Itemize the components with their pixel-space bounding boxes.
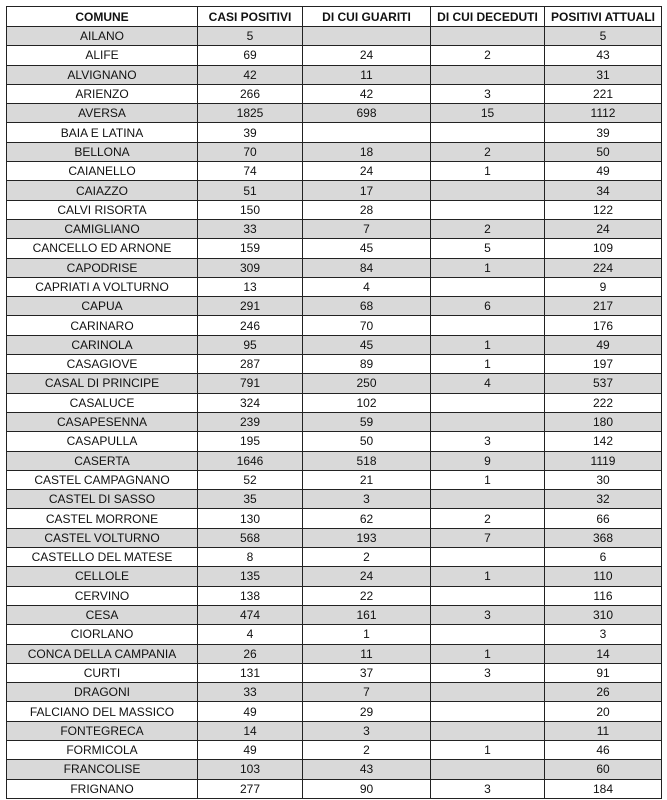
cell-di-cui-deceduti: 3	[431, 605, 545, 624]
cell-positivi-attuali: 116	[545, 586, 662, 605]
table-row	[7, 605, 662, 624]
cell-di-cui-guariti: 37	[303, 663, 431, 682]
cell-comune: ARIENZO	[7, 84, 198, 103]
table-row	[7, 721, 662, 740]
cell-di-cui-guariti: 24	[303, 46, 431, 65]
cell-di-cui-guariti: 18	[303, 142, 431, 161]
cell-di-cui-guariti	[303, 27, 431, 46]
cell-casi-positivi: 69	[198, 46, 303, 65]
cell-comune: CASTEL DI SASSO	[7, 490, 198, 509]
cell-casi-positivi: 239	[198, 412, 303, 431]
cell-di-cui-deceduti: 1	[431, 740, 545, 759]
table-row	[7, 683, 662, 702]
table-row	[7, 567, 662, 586]
cell-casi-positivi: 26	[198, 644, 303, 663]
cell-di-cui-deceduti: 1	[431, 470, 545, 489]
cell-casi-positivi: 195	[198, 432, 303, 451]
cell-comune: CASAPULLA	[7, 432, 198, 451]
cell-comune: FONTEGRECA	[7, 721, 198, 740]
cell-di-cui-deceduti: 1	[431, 162, 545, 181]
cell-comune: CESA	[7, 605, 198, 624]
cell-di-cui-guariti: 42	[303, 84, 431, 103]
cell-di-cui-deceduti	[431, 586, 545, 605]
header-row	[7, 7, 662, 27]
cell-di-cui-deceduti	[431, 181, 545, 200]
table-body	[7, 27, 662, 799]
table-row	[7, 509, 662, 528]
cell-casi-positivi: 135	[198, 567, 303, 586]
cell-di-cui-deceduti: 3	[431, 779, 545, 798]
table-row	[7, 258, 662, 277]
table-row	[7, 84, 662, 103]
table-row	[7, 335, 662, 354]
table-row	[7, 412, 662, 431]
cell-positivi-attuali: 60	[545, 760, 662, 779]
header-comune: COMUNE	[7, 7, 198, 27]
table-row	[7, 625, 662, 644]
cell-positivi-attuali: 66	[545, 509, 662, 528]
cell-di-cui-guariti: 193	[303, 528, 431, 547]
cell-di-cui-guariti: 24	[303, 162, 431, 181]
cell-di-cui-deceduti: 1	[431, 644, 545, 663]
cell-comune: FRANCOLISE	[7, 760, 198, 779]
cell-casi-positivi: 33	[198, 219, 303, 238]
cell-comune: CAIANELLO	[7, 162, 198, 181]
cell-comune: ALVIGNANO	[7, 65, 198, 84]
cell-di-cui-deceduti: 9	[431, 451, 545, 470]
cell-casi-positivi: 52	[198, 470, 303, 489]
cell-positivi-attuali: 34	[545, 181, 662, 200]
cell-positivi-attuali: 46	[545, 740, 662, 759]
cell-di-cui-deceduti	[431, 412, 545, 431]
cell-casi-positivi: 277	[198, 779, 303, 798]
cell-di-cui-deceduti: 3	[431, 432, 545, 451]
cell-positivi-attuali: 537	[545, 374, 662, 393]
table-row	[7, 27, 662, 46]
cell-comune: CIORLANO	[7, 625, 198, 644]
cell-casi-positivi: 159	[198, 239, 303, 258]
table-row	[7, 528, 662, 547]
cell-casi-positivi: 474	[198, 605, 303, 624]
cell-di-cui-deceduti	[431, 200, 545, 219]
table-row	[7, 644, 662, 663]
cell-di-cui-guariti: 698	[303, 104, 431, 123]
cell-di-cui-deceduti	[431, 721, 545, 740]
table-row	[7, 65, 662, 84]
cell-positivi-attuali: 1119	[545, 451, 662, 470]
cell-di-cui-deceduti	[431, 27, 545, 46]
cell-casi-positivi: 246	[198, 316, 303, 335]
table-row	[7, 316, 662, 335]
cell-casi-positivi: 1646	[198, 451, 303, 470]
cell-comune: AVERSA	[7, 104, 198, 123]
cell-di-cui-guariti: 50	[303, 432, 431, 451]
cell-positivi-attuali: 3	[545, 625, 662, 644]
cell-di-cui-guariti: 89	[303, 355, 431, 374]
cell-di-cui-guariti: 24	[303, 567, 431, 586]
cell-positivi-attuali: 11	[545, 721, 662, 740]
cell-di-cui-guariti: 161	[303, 605, 431, 624]
cell-comune: CURTI	[7, 663, 198, 682]
cell-di-cui-deceduti: 2	[431, 46, 545, 65]
cell-casi-positivi: 103	[198, 760, 303, 779]
cell-comune: CANCELLO ED ARNONE	[7, 239, 198, 258]
cell-positivi-attuali: 176	[545, 316, 662, 335]
header-di-cui-deceduti: DI CUI DECEDUTI	[431, 7, 545, 27]
cell-casi-positivi: 95	[198, 335, 303, 354]
cell-comune: FORMICOLA	[7, 740, 198, 759]
cell-positivi-attuali: 221	[545, 84, 662, 103]
cell-di-cui-deceduti	[431, 65, 545, 84]
cell-di-cui-deceduti	[431, 277, 545, 296]
table-row	[7, 355, 662, 374]
cell-positivi-attuali: 197	[545, 355, 662, 374]
header-di-cui-guariti: DI CUI GUARITI	[303, 7, 431, 27]
cell-casi-positivi: 1825	[198, 104, 303, 123]
cell-comune: CARINARO	[7, 316, 198, 335]
cell-di-cui-guariti: 2	[303, 740, 431, 759]
cell-casi-positivi: 13	[198, 277, 303, 296]
cell-di-cui-guariti: 518	[303, 451, 431, 470]
cell-di-cui-guariti: 2	[303, 548, 431, 567]
cell-positivi-attuali: 180	[545, 412, 662, 431]
table-row	[7, 46, 662, 65]
cell-comune: CAPRIATI A VOLTURNO	[7, 277, 198, 296]
cell-casi-positivi: 51	[198, 181, 303, 200]
cell-di-cui-deceduti: 2	[431, 142, 545, 161]
cell-di-cui-deceduti	[431, 683, 545, 702]
cell-positivi-attuali: 122	[545, 200, 662, 219]
cell-di-cui-guariti: 3	[303, 490, 431, 509]
cell-positivi-attuali: 49	[545, 162, 662, 181]
table-row	[7, 432, 662, 451]
cell-di-cui-guariti: 7	[303, 219, 431, 238]
table-header	[7, 7, 662, 27]
cell-di-cui-guariti: 68	[303, 297, 431, 316]
table-row	[7, 470, 662, 489]
cell-comune: FRIGNANO	[7, 779, 198, 798]
cell-casi-positivi: 150	[198, 200, 303, 219]
cell-comune: CALVI RISORTA	[7, 200, 198, 219]
cell-di-cui-guariti: 21	[303, 470, 431, 489]
cell-di-cui-guariti: 70	[303, 316, 431, 335]
header-casi-positivi: CASI POSITIVI	[198, 7, 303, 27]
cell-positivi-attuali: 1112	[545, 104, 662, 123]
cell-positivi-attuali: 24	[545, 219, 662, 238]
cell-di-cui-deceduti: 2	[431, 509, 545, 528]
cell-di-cui-deceduti	[431, 490, 545, 509]
cell-positivi-attuali: 49	[545, 335, 662, 354]
cell-positivi-attuali: 6	[545, 548, 662, 567]
cell-di-cui-deceduti: 7	[431, 528, 545, 547]
cell-di-cui-guariti: 29	[303, 702, 431, 721]
cell-di-cui-deceduti: 4	[431, 374, 545, 393]
cell-casi-positivi: 14	[198, 721, 303, 740]
table-row	[7, 548, 662, 567]
cell-positivi-attuali: 30	[545, 470, 662, 489]
cell-casi-positivi: 130	[198, 509, 303, 528]
cell-di-cui-guariti: 22	[303, 586, 431, 605]
cell-comune: CERVINO	[7, 586, 198, 605]
cell-casi-positivi: 49	[198, 702, 303, 721]
cell-comune: CASAGIOVE	[7, 355, 198, 374]
cell-di-cui-deceduti: 1	[431, 355, 545, 374]
cell-di-cui-deceduti	[431, 123, 545, 142]
table-row	[7, 760, 662, 779]
cell-di-cui-guariti: 62	[303, 509, 431, 528]
cell-di-cui-deceduti	[431, 316, 545, 335]
cell-di-cui-deceduti: 1	[431, 335, 545, 354]
cell-positivi-attuali: 142	[545, 432, 662, 451]
cell-di-cui-guariti: 43	[303, 760, 431, 779]
cell-di-cui-guariti: 45	[303, 239, 431, 258]
cell-casi-positivi: 5	[198, 27, 303, 46]
cell-comune: CASAL DI PRINCIPE	[7, 374, 198, 393]
cell-positivi-attuali: 20	[545, 702, 662, 721]
covid-table-container	[6, 6, 661, 799]
cell-casi-positivi: 138	[198, 586, 303, 605]
cell-comune: DRAGONI	[7, 683, 198, 702]
table-row	[7, 277, 662, 296]
cell-positivi-attuali: 26	[545, 683, 662, 702]
cell-positivi-attuali: 110	[545, 567, 662, 586]
cell-positivi-attuali: 39	[545, 123, 662, 142]
cell-comune: ALIFE	[7, 46, 198, 65]
cell-comune: CONCA DELLA CAMPANIA	[7, 644, 198, 663]
table-row	[7, 663, 662, 682]
cell-comune: FALCIANO DEL MASSICO	[7, 702, 198, 721]
header-positivi-attuali: POSITIVI ATTUALI	[545, 7, 662, 27]
cell-positivi-attuali: 32	[545, 490, 662, 509]
cell-di-cui-guariti: 84	[303, 258, 431, 277]
cell-positivi-attuali: 368	[545, 528, 662, 547]
cell-positivi-attuali: 109	[545, 239, 662, 258]
cell-di-cui-deceduti	[431, 625, 545, 644]
cell-casi-positivi: 291	[198, 297, 303, 316]
cell-di-cui-deceduti: 2	[431, 219, 545, 238]
cell-positivi-attuali: 31	[545, 65, 662, 84]
cell-di-cui-deceduti	[431, 393, 545, 412]
cell-comune: CAPUA	[7, 297, 198, 316]
cell-di-cui-guariti: 250	[303, 374, 431, 393]
cell-comune: CASTEL MORRONE	[7, 509, 198, 528]
cell-di-cui-guariti: 102	[303, 393, 431, 412]
cell-positivi-attuali: 43	[545, 46, 662, 65]
cell-comune: CASALUCE	[7, 393, 198, 412]
cell-casi-positivi: 42	[198, 65, 303, 84]
table-row	[7, 740, 662, 759]
table-row	[7, 393, 662, 412]
cell-di-cui-guariti: 7	[303, 683, 431, 702]
cell-di-cui-guariti: 90	[303, 779, 431, 798]
table-row	[7, 142, 662, 161]
table-row	[7, 162, 662, 181]
cell-comune: CASTEL CAMPAGNANO	[7, 470, 198, 489]
cell-comune: BELLONA	[7, 142, 198, 161]
cell-di-cui-guariti: 45	[303, 335, 431, 354]
cell-comune: CASERTA	[7, 451, 198, 470]
cell-positivi-attuali: 224	[545, 258, 662, 277]
table-row	[7, 702, 662, 721]
cell-casi-positivi: 309	[198, 258, 303, 277]
cell-positivi-attuali: 9	[545, 277, 662, 296]
cell-positivi-attuali: 310	[545, 605, 662, 624]
cell-casi-positivi: 70	[198, 142, 303, 161]
table-row	[7, 586, 662, 605]
cell-casi-positivi: 287	[198, 355, 303, 374]
cell-casi-positivi: 568	[198, 528, 303, 547]
cell-comune: BAIA E LATINA	[7, 123, 198, 142]
table-row	[7, 297, 662, 316]
cell-di-cui-deceduti: 1	[431, 567, 545, 586]
cell-di-cui-guariti: 59	[303, 412, 431, 431]
cell-positivi-attuali: 50	[545, 142, 662, 161]
covid-cases-table	[6, 6, 662, 799]
cell-di-cui-guariti: 11	[303, 65, 431, 84]
cell-comune: CAIAZZO	[7, 181, 198, 200]
cell-casi-positivi: 4	[198, 625, 303, 644]
cell-di-cui-deceduti	[431, 760, 545, 779]
cell-di-cui-deceduti: 3	[431, 663, 545, 682]
cell-di-cui-guariti: 11	[303, 644, 431, 663]
table-row	[7, 104, 662, 123]
cell-positivi-attuali: 222	[545, 393, 662, 412]
cell-casi-positivi: 49	[198, 740, 303, 759]
cell-positivi-attuali: 5	[545, 27, 662, 46]
cell-di-cui-deceduti: 15	[431, 104, 545, 123]
cell-di-cui-deceduti: 6	[431, 297, 545, 316]
cell-positivi-attuali: 184	[545, 779, 662, 798]
cell-casi-positivi: 791	[198, 374, 303, 393]
cell-comune: CASTELLO DEL MATESE	[7, 548, 198, 567]
table-row	[7, 200, 662, 219]
cell-comune: CASTEL VOLTURNO	[7, 528, 198, 547]
table-row	[7, 181, 662, 200]
table-row	[7, 779, 662, 798]
cell-di-cui-deceduti	[431, 548, 545, 567]
cell-casi-positivi: 266	[198, 84, 303, 103]
cell-comune: CAMIGLIANO	[7, 219, 198, 238]
cell-comune: CAPODRISE	[7, 258, 198, 277]
table-row	[7, 123, 662, 142]
table-row	[7, 374, 662, 393]
cell-positivi-attuali: 14	[545, 644, 662, 663]
cell-di-cui-deceduti	[431, 702, 545, 721]
cell-di-cui-guariti: 17	[303, 181, 431, 200]
cell-di-cui-guariti: 1	[303, 625, 431, 644]
cell-positivi-attuali: 217	[545, 297, 662, 316]
cell-comune: CARINOLA	[7, 335, 198, 354]
cell-casi-positivi: 324	[198, 393, 303, 412]
cell-casi-positivi: 74	[198, 162, 303, 181]
cell-casi-positivi: 39	[198, 123, 303, 142]
cell-casi-positivi: 33	[198, 683, 303, 702]
cell-di-cui-guariti: 28	[303, 200, 431, 219]
cell-comune: CASAPESENNA	[7, 412, 198, 431]
cell-di-cui-deceduti: 3	[431, 84, 545, 103]
cell-di-cui-guariti: 4	[303, 277, 431, 296]
table-row	[7, 490, 662, 509]
cell-comune: AILANO	[7, 27, 198, 46]
cell-di-cui-guariti: 3	[303, 721, 431, 740]
cell-casi-positivi: 131	[198, 663, 303, 682]
table-row	[7, 239, 662, 258]
table-row	[7, 451, 662, 470]
table-row	[7, 219, 662, 238]
cell-casi-positivi: 35	[198, 490, 303, 509]
cell-positivi-attuali: 91	[545, 663, 662, 682]
cell-casi-positivi: 8	[198, 548, 303, 567]
cell-comune: CELLOLE	[7, 567, 198, 586]
cell-di-cui-deceduti: 5	[431, 239, 545, 258]
cell-di-cui-guariti	[303, 123, 431, 142]
cell-di-cui-deceduti: 1	[431, 258, 545, 277]
